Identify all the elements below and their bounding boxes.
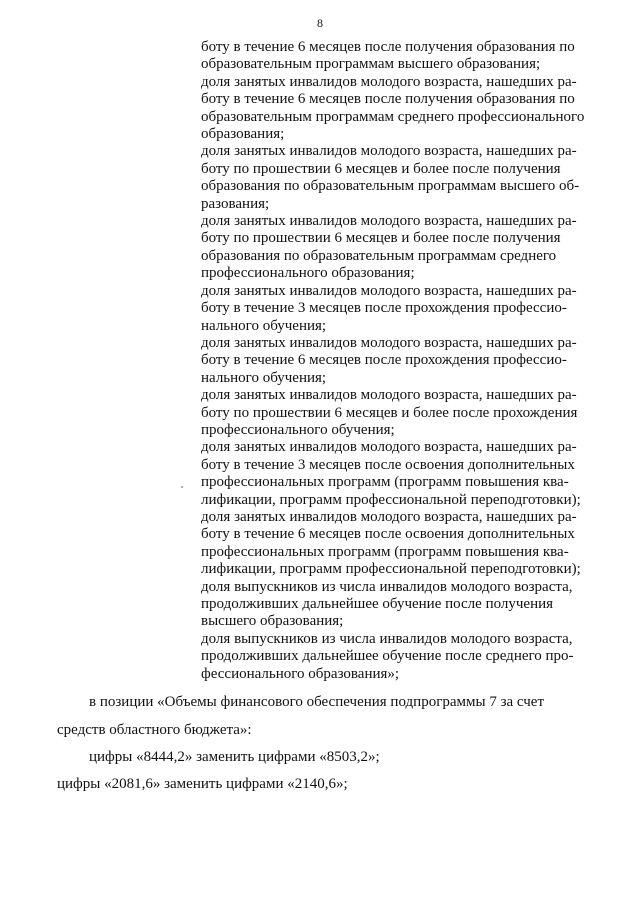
text-line: боту в течение 6 месяцев после прохождения профессио- [201, 352, 567, 369]
text-line: образования; [201, 126, 285, 143]
page-number: 8 [317, 16, 323, 30]
text-line: боту в течение 3 месяцев после прохождения профессио- [201, 300, 567, 317]
text-line: высшего образования; [201, 613, 344, 630]
scan-speck [181, 486, 183, 488]
text-line: продолживших дальнейшее обучение после получения [201, 596, 554, 612]
text-line: боту по прошествии 6 месяцев и более после получения [201, 160, 561, 177]
text-line: боту в течение 6 месяцев после получения образования по [201, 39, 575, 55]
text-line: нального обучения; [201, 317, 327, 334]
text-line: доля занятых инвалидов молодого возраста, нашедших ра- [201, 508, 577, 525]
text-line: доля занятых инвалидов молодого возраста, нашедших ра- [201, 282, 577, 299]
text-line: доля выпускников из числа инвалидов молодого возраста, [201, 578, 573, 595]
text-line: нального обучения; [201, 369, 327, 386]
text-line: доля занятых инвалидов молодого возраста, нашедших ра- [201, 387, 577, 404]
text-line: доля выпускников из числа инвалидов молодого возраста, [201, 630, 573, 647]
text-line: доля занятых инвалидов молодого возраста, нашедших ра- [201, 213, 577, 230]
text-line: боту в течение 6 месяцев после освоения дополнительных [201, 526, 575, 543]
replacement-line-1: цифры «8444,2» заменить цифрами «8503,2»; [89, 749, 380, 765]
text-line: фессионального образования»; [201, 665, 400, 682]
text-line: образования по образовательным программам среднего [201, 247, 557, 264]
text-line: профессионального обучения; [201, 421, 395, 438]
text-line: профессиональных программ (программ повышения ква- [201, 543, 569, 560]
text-line: доля занятых инвалидов молодого возраста, нашедших ра- [201, 73, 577, 90]
text-line: доля занятых инвалидов молодого возраста, нашедших ра- [201, 439, 577, 456]
text-line: профессионального образования; [201, 265, 415, 282]
text-line: боту в течение 6 месяцев после получения образования по [201, 91, 575, 108]
text-line: боту в течение 3 месяцев после освоения дополнительных [201, 456, 575, 473]
position-paragraph-line-1: в позиции «Объемы финансового обеспечения подпрограммы 7 за счет [89, 694, 545, 710]
indicator-list-column [201, 39, 596, 683]
text-line: лификации, программ профессиональной переподготовки); [201, 561, 581, 578]
text-line: боту по прошествии 6 месяцев и более после прохождения [201, 404, 578, 421]
text-line: образовательным программам среднего профессионального [201, 108, 585, 125]
position-paragraph-line-2: средств областного бюджета»: [57, 722, 252, 738]
text-line: доля занятых инвалидов молодого возраста, нашедших ра- [201, 334, 577, 351]
text-line: доля занятых инвалидов молодого возраста, нашедших ра- [201, 143, 577, 160]
text-line: лификации, программ профессиональной переподготовки); [201, 491, 581, 508]
text-line: образовательным программам высшего образования; [201, 56, 541, 73]
text-line: профессиональных программ (программ повышения ква- [201, 474, 569, 491]
text-line: боту по прошествии 6 месяцев и более после получения [201, 230, 561, 247]
replacement-line-2: цифры «2081,6» заменить цифрами «2140,6»; [57, 776, 348, 792]
text-line: продолживших дальнейшее обучение после среднего про- [201, 648, 574, 665]
text-line: разования; [201, 195, 270, 212]
text-line: образования по образовательным программам высшего об- [201, 178, 580, 195]
